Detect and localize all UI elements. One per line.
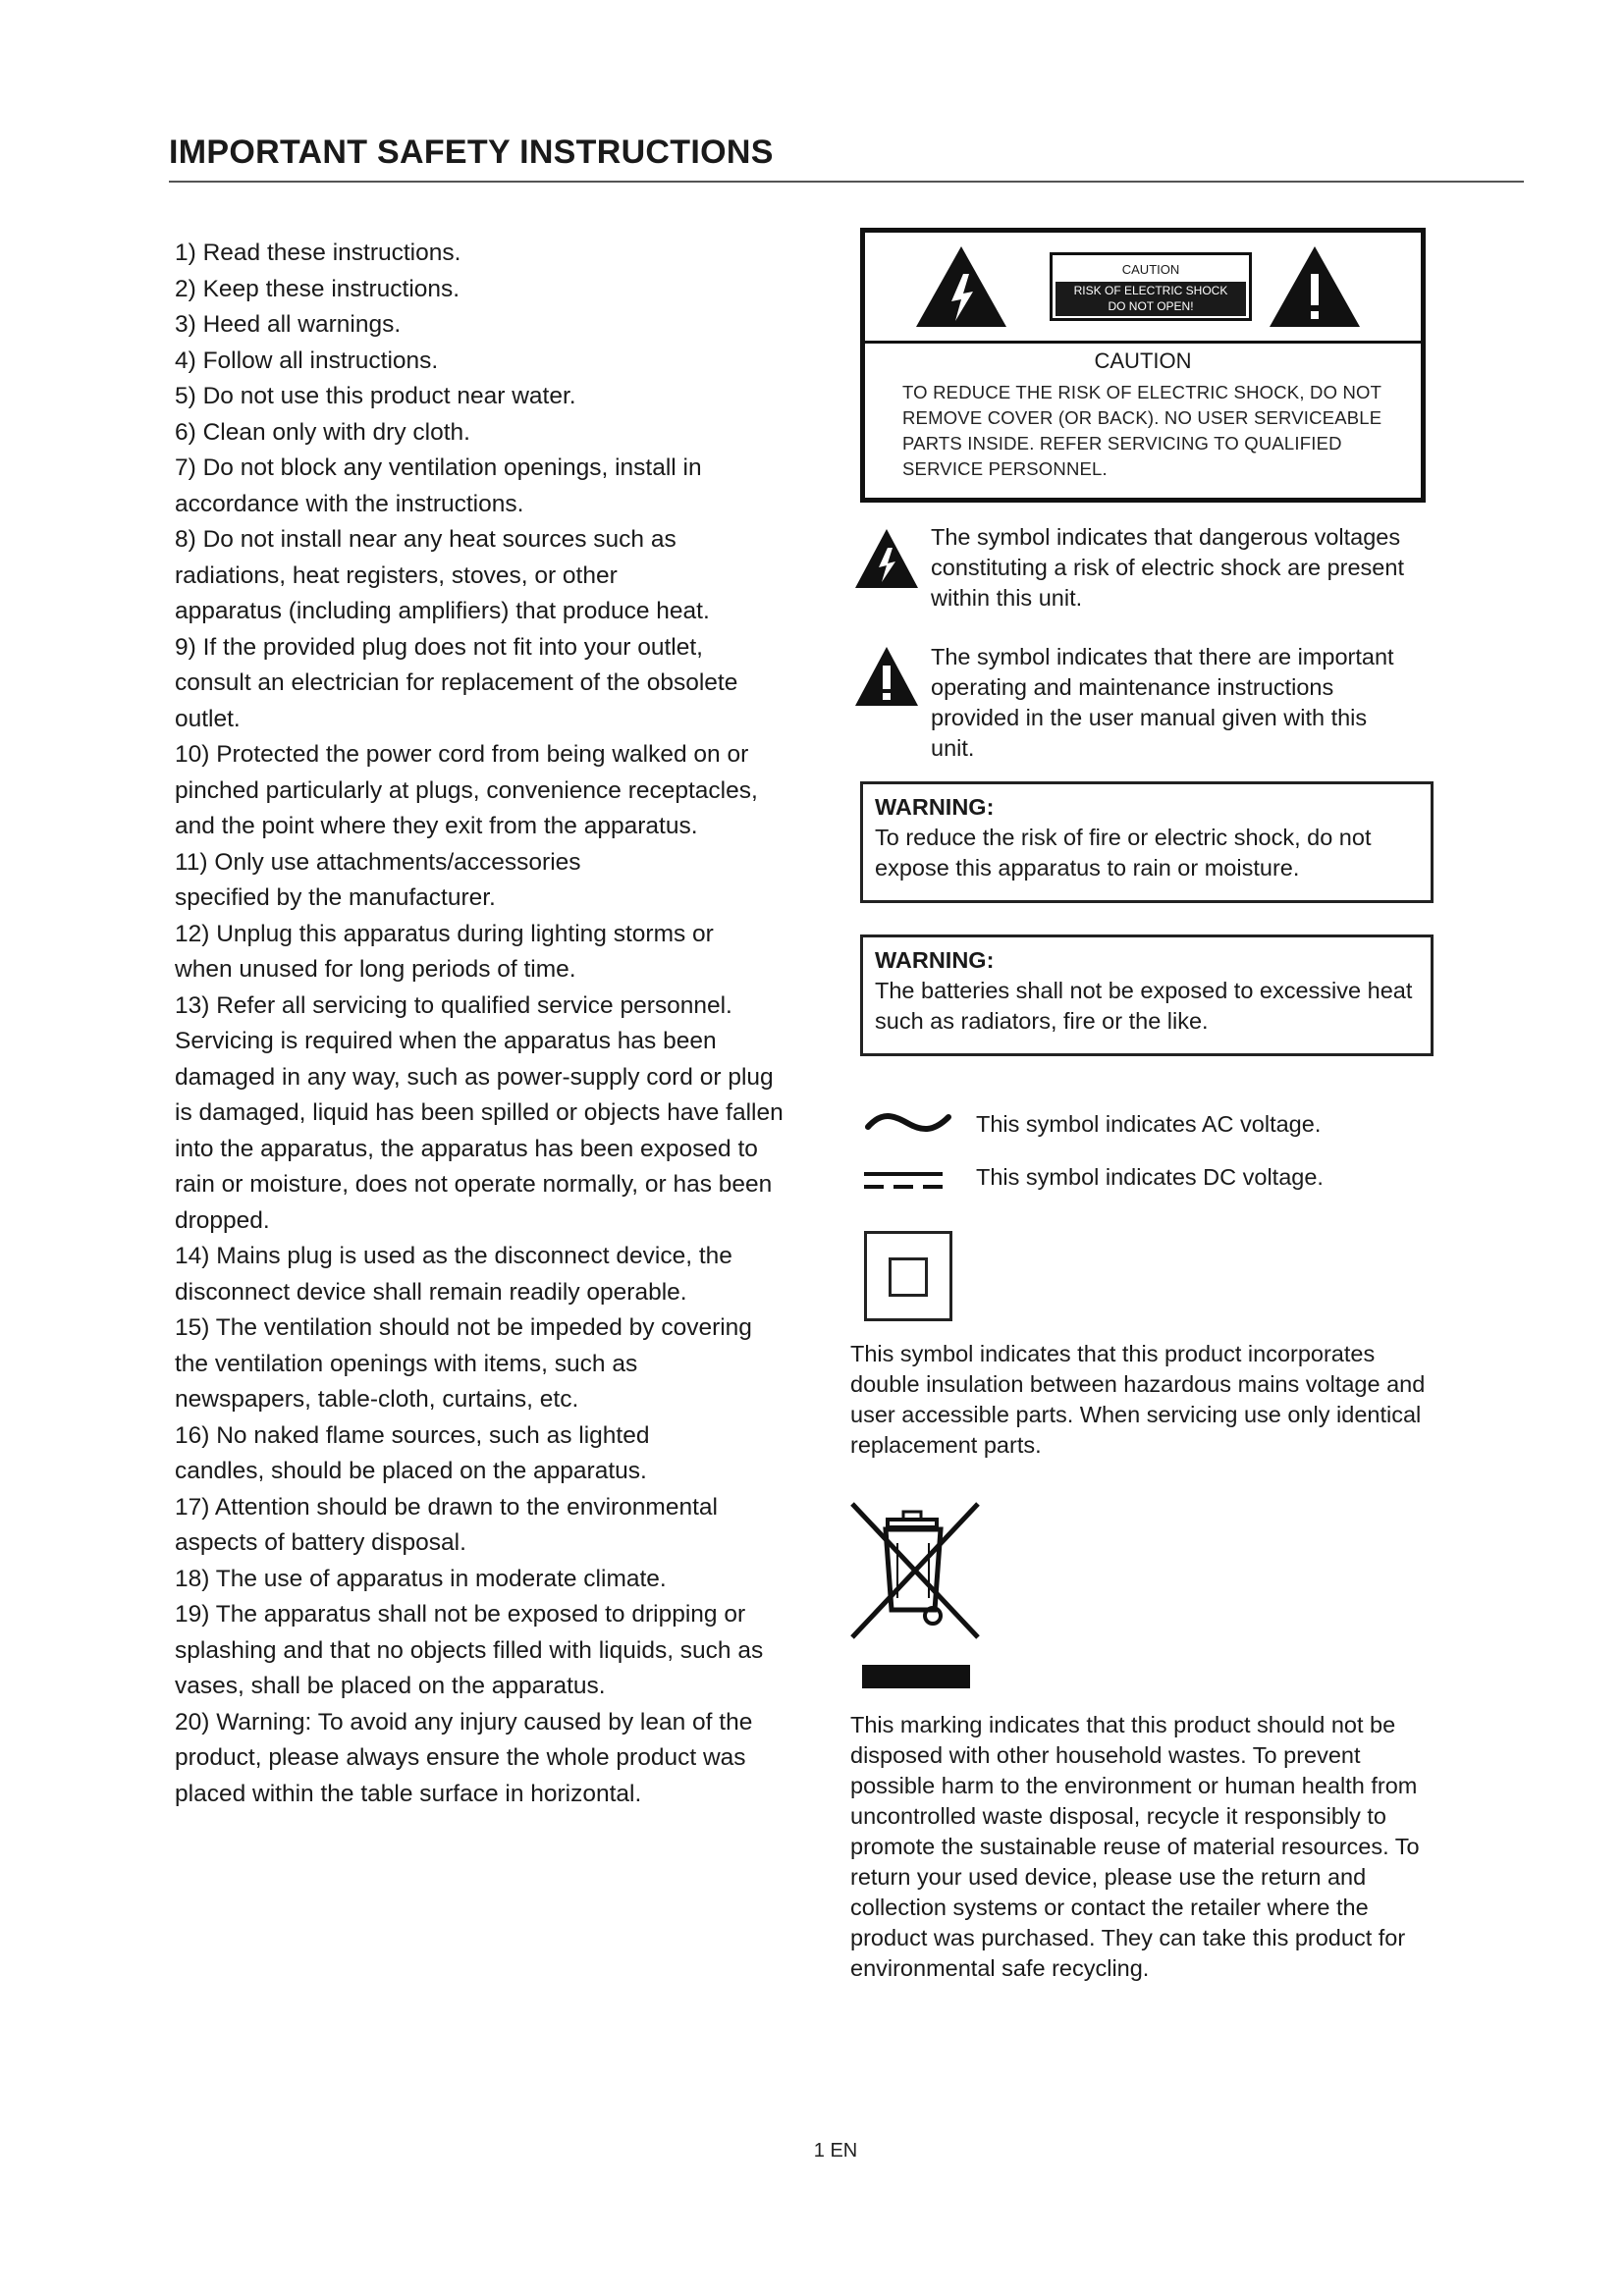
instruction-item: 14) Mains plug is used as the disconnect device, the disconnect device shall remain readily operable.	[175, 1243, 732, 1306]
instructions-list	[175, 236, 803, 1812]
warning-title: WARNING:	[875, 794, 995, 820]
instruction-item: 12) Unplug this apparatus during lighting storms or when unused for long periods of time.	[175, 920, 714, 983]
exclamation-warning-icon	[1268, 244, 1362, 329]
warning-text: To reduce the risk of fire or electric shock, do not expose this apparatus to rain or moisture.	[875, 825, 1372, 881]
caution-plate-title: CAUTION	[1121, 262, 1180, 277]
instruction-item: 10) Protected the power cord from being walked on or pinched particularly at plugs, convenience receptacles, and the point where they exit from the apparatus.	[175, 741, 758, 839]
caution-plate	[1050, 252, 1252, 321]
instruction-item: 16) No naked flame sources, such as lighted candles, should be placed on the apparatus.	[175, 1421, 650, 1484]
instruction-item: 8) Do not install near any heat sources such as radiations, heat registers, stoves, or other apparatus (including amplifiers) that produce heat.	[175, 526, 710, 624]
instruction-item: 15) The ventilation should not be impeded by covering the ventilation openings with items, such as newspapers, table-cloth, curtains, etc.	[175, 1314, 752, 1413]
exclamation-warning-icon	[854, 646, 919, 707]
lightning-warning-icon	[854, 528, 919, 589]
instruction-item: 6) Clean only with dry cloth.	[175, 418, 470, 446]
instruction-item: 2) Keep these instructions.	[175, 275, 460, 302]
instruction-item: 5) Do not use this product near water.	[175, 383, 576, 409]
warning-box-batteries	[860, 934, 1434, 1056]
weee-text: This marking indicates that this product should not be disposed with other household wastes. To prevent possible harm to the environment or human health from uncontrolled waste disposal, recycle it responsibly to promote the sustainable reuse of material resources. To return your used device, please use the return and collection systems or contact the retailer where the product was purchased. They can take this product for environmental safe recycling.	[850, 1712, 1420, 1981]
instruction-item: 3) Heed all warnings.	[175, 311, 402, 338]
double-insulation-text: This symbol indicates that this product incorporates double insulation between hazardous mains voltage and user accessible parts. When servicing use only identical replacement parts.	[850, 1341, 1426, 1458]
warning-box-moisture	[860, 781, 1434, 903]
instruction-item: 18) The use of apparatus in moderate climate.	[175, 1565, 667, 1592]
instruction-item: 4) Follow all instructions.	[175, 347, 439, 374]
instruction-item: 17) Attention should be drawn to the environmental aspects of battery disposal.	[175, 1493, 718, 1556]
page-number: 1 EN	[813, 2140, 858, 2162]
instruction-item: 9) If the provided plug does not fit into your outlet, consult an electrician for replacement of the obsolete outlet.	[175, 633, 738, 732]
ac-voltage-icon	[864, 1111, 952, 1135]
ac-symbol-text: This symbol indicates AC voltage.	[976, 1111, 1322, 1137]
lightning-symbol-text: The symbol indicates that dangerous voltages constituting a risk of electric shock are present within this unit.	[931, 524, 1404, 611]
instruction-item: 11) Only use attachments/accessories specified by the manufacturer.	[175, 848, 581, 911]
title-divider	[169, 181, 1524, 183]
instruction-item: 7) Do not block any ventilation openings, install in accordance with the instructions.	[175, 454, 702, 517]
dc-symbol-text: This symbol indicates DC voltage.	[976, 1164, 1324, 1190]
weee-solid-bar	[862, 1665, 970, 1688]
warning-title: WARNING:	[875, 947, 995, 973]
lightning-warning-icon	[914, 244, 1008, 329]
caution-heading: CAUTION	[1094, 348, 1192, 373]
caution-label-box	[860, 228, 1426, 503]
exclamation-symbol-text: The symbol indicates that there are important operating and maintenance instructions provided in the user manual given with this unit.	[931, 644, 1394, 761]
caution-label-header	[865, 233, 1421, 344]
crossed-out-wheelie-bin-icon	[846, 1500, 984, 1647]
warning-text: The batteries shall not be exposed to excessive heat such as radiators, fire or the like.	[875, 978, 1413, 1034]
caution-body: TO REDUCE THE RISK OF ELECTRIC SHOCK, DO NOT REMOVE COVER (OR BACK). NO USER SERVICEABLE PARTS INSIDE. REFER SERVICING TO QUALIFIED SERVICE PERSONNEL.	[902, 382, 1382, 479]
instruction-item: 19) The apparatus shall not be exposed to dripping or splashing and that no objects filled with liquids, such as vases, shall be placed on the apparatus.	[175, 1601, 764, 1699]
instruction-item: 13) Refer all servicing to qualified service personnel. Servicing is required when the apparatus has been damaged in any way, such as power-supply cord or plug is damaged, liquid has been spilled or objects have fallen into the apparatus, the apparatus has been exposed to rain or moisture, does not operate normally, or has been dropped.	[175, 991, 784, 1234]
double-insulation-icon	[864, 1231, 952, 1321]
page-title: IMPORTANT SAFETY INSTRUCTIONS	[169, 133, 774, 171]
instruction-item: 1) Read these instructions.	[175, 240, 461, 266]
caution-plate-warning	[1056, 282, 1246, 316]
dc-voltage-icon	[864, 1170, 947, 1192]
caution-plate-line: RISK OF ELECTRIC SHOCK	[1073, 284, 1228, 297]
double-insulation-inner-square	[889, 1257, 928, 1297]
instruction-item: 20) Warning: To avoid any injury caused by lean of the product, please always ensure the whole product was placed within the table surface in horizontal.	[175, 1708, 753, 1807]
caution-plate-line: DO NOT OPEN!	[1108, 299, 1194, 313]
